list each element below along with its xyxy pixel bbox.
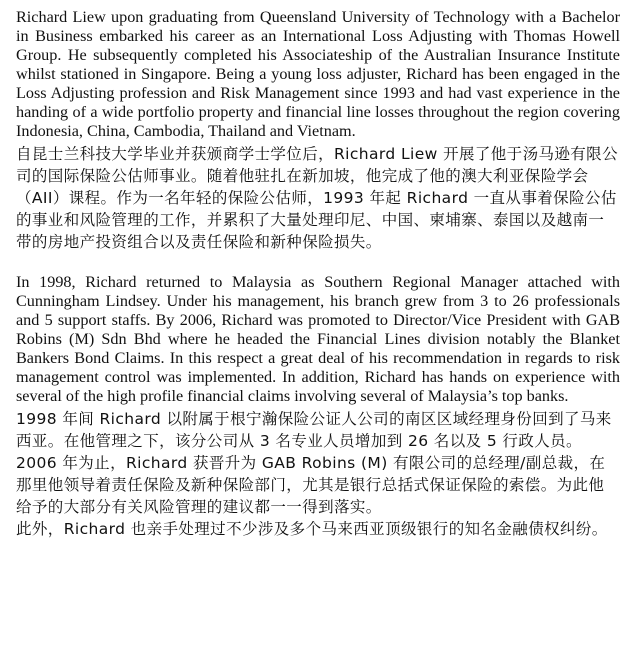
- document-page: [16, 8, 620, 540]
- paragraph-1-english: Richard Liew upon graduating from Queensland University of Technology with a Bachelor in Business embarked his career as an International Loss Adjusting with Thomas Howell Group. He subsequently completed his Associateship of the Australian Insurance Institute whilst stationed in Singapore. Being a young loss adjuster, Richard has been engaged in the Loss Adjusting profession and Risk Management since 1993 and had vast experience in the handing of a wide portfolio property and financial line losses throughout the region covering Indonesia, China, Cambodia, Thailand and Vietnam.: [16, 8, 620, 140]
- paragraph-2-chinese: 1998 年间 Richard 以附属于根宁瀚保险公证人公司的南区区域经理身份回到了马来西亚。在他管理之下，该分公司从 3 名专业人员增加到 26 名以及 5 行政人员。2006 年为止，Richard 获晋升为 GAB Robins (M) 有限公司的总经理/副总裁，在那里他领导着责任保险及新种保险部门，尤其是银行总括式保证保险的索偿。为此他给予的大部分有关风险管理的建议都一一得到落实。: [16, 410, 612, 516]
- paragraph-2-english: In 1998, Richard returned to Malaysia as Southern Regional Manager attached with Cunningham Lindsey. Under his management, his branch grew from 3 to 26 professionals and 5 support staffs. By 2006, Richard was promoted to Director/Vice President with GAB Robins (M) Sdn Bhd where he headed the Financial Lines division notably the Blanket Bankers Bond Claims. In this respect a great deal of his recommendation in regards to risk management control was implemented. In addition, Richard has hands on experience with several of the high profile financial claims involving several of Malaysia’s top banks.: [16, 273, 620, 405]
- paragraph-3-chinese: 此外，Richard 也亲手处理过不少涉及多个马来西亚顶级银行的知名金融债权纠纷。: [16, 520, 608, 538]
- paragraph-1-chinese: 自昆士兰科技大学毕业并获颁商学士学位后，Richard Liew 开展了他于汤马逊有限公司的国际保险公估师事业。随着他驻扎在新加坡，他完成了他的澳大利亚保险学会（AII）课程。作为一名年轻的保险公估师，1993 年起 Richard 一直从事着保险公估的事业和风险管理的工作，并累积了大量处理印尼、中国、柬埔寨、泰国以及越南一带的房地产投资组合以及责任保险和新种保险损失。: [16, 145, 618, 251]
- paragraph-gap: [16, 253, 620, 273]
